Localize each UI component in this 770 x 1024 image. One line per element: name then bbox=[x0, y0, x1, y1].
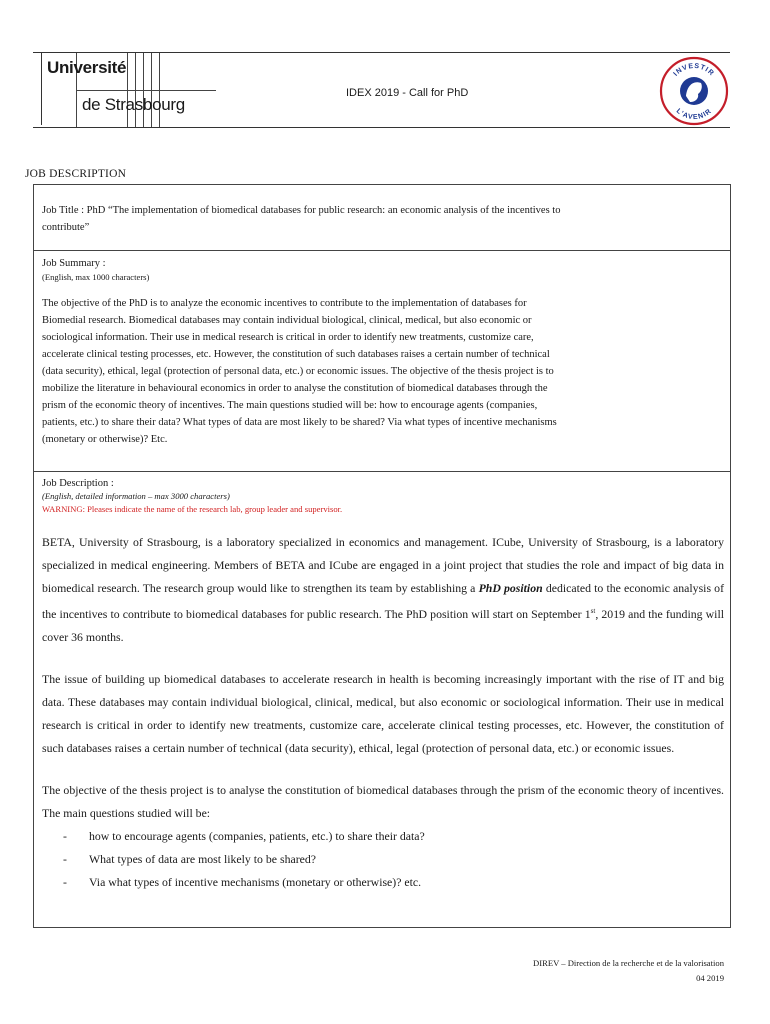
list-item-text: how to encourage agents (companies, patients, etc.) to share their data? bbox=[89, 828, 425, 843]
summary-text bbox=[42, 295, 722, 448]
job-title bbox=[42, 202, 722, 236]
summary-label: Job Summary : bbox=[42, 258, 106, 269]
phd-position-emphasis: PhD position bbox=[478, 581, 543, 595]
list-item-text: What types of data are most likely to be shared? bbox=[89, 851, 317, 866]
university-logo bbox=[41, 53, 216, 127]
intro-text-c: , 2019 and the funding will cover 36 months. bbox=[42, 606, 724, 644]
paragraph-issue: The issue of building up biomedical databases to accelerate research in health is becoming increasingly important with the rise of IT and big data. These databases may contain individual biological, clinical, medical, but also economic or sociological information. Their use in medical research is critical in order to identify new treatments, customize care, accelerate clinical testing processes, etc. However, the constitution of such databases raises a certain number of technical (data security), ethical, legal (protection of personal data, etc.) or economic issues. bbox=[42, 671, 724, 755]
summary-line: The objective of the PhD is to analyze the economic incentives to contribute to the implementation of databases for bbox=[42, 298, 527, 309]
job-description-table bbox=[33, 184, 731, 928]
summary-line: patients, etc.) to share their data? What types of data are most likely to be shared? Via what types of incentive mechanisms bbox=[42, 417, 557, 428]
document-footer bbox=[533, 956, 724, 986]
questions-list bbox=[42, 825, 724, 894]
description-warning: WARNING: Pleases indicate the name of the research lab, group leader and supervisor. bbox=[42, 504, 343, 514]
emblem-bottom-text: L'AVENIR bbox=[674, 107, 714, 122]
footer-date: 04 2019 bbox=[696, 973, 724, 983]
list-item: - What types of data are most likely to be shared? bbox=[63, 851, 317, 866]
list-item-text: Via what types of incentive mechanisms (monetary or otherwise)? etc. bbox=[89, 874, 422, 889]
logo-line2: de Strasbourg bbox=[82, 95, 185, 114]
summary-note: (English, max 1000 characters) bbox=[42, 272, 150, 282]
job-title-line2: contribute” bbox=[42, 222, 90, 233]
description-divider bbox=[34, 471, 730, 472]
summary-line: Biomedial research. Biomedical databases may contain individual biological, clinical, medical, but also economic or bbox=[42, 315, 532, 326]
job-summary bbox=[42, 255, 722, 448]
list-item: - how to encourage agents (companies, patients, etc.) to share their data? bbox=[63, 828, 425, 843]
paragraph-intro bbox=[42, 531, 724, 649]
summary-line: prism of the economic theory of incentives. The main questions studied will be: how to encourage agents (companies, bbox=[42, 400, 538, 411]
summary-line: accelerate clinical testing processes, etc. However, the constitution of such databases raises a certain number of technical bbox=[42, 349, 550, 360]
summary-line: (monetary or otherwise)? Etc. bbox=[42, 434, 168, 445]
svg-text:INVESTIR bbox=[673, 63, 716, 78]
section-title: JOB DESCRIPTION bbox=[25, 168, 127, 180]
header-title: IDEX 2019 - Call for PhD bbox=[346, 87, 469, 99]
summary-line: mobilize the literature in behavioural economics in order to analyse the constitution of biomedical databases through the bbox=[42, 383, 548, 394]
job-description bbox=[42, 475, 724, 894]
intro-text-b: dedicated to the economic analysis of the incentives to contribute to biomedical databases for public research. The PhD position will start on September 1 bbox=[42, 581, 725, 621]
emblem-top-text: INVESTIR bbox=[672, 62, 716, 78]
date-superscript: st bbox=[590, 607, 596, 615]
list-item: - Via what types of incentive mechanisms (monetary or otherwise)? etc. bbox=[63, 874, 422, 889]
investir-avenir-emblem bbox=[659, 56, 729, 126]
logo-line1: Université bbox=[47, 58, 127, 77]
intro-text-a: BETA, University of Strasbourg, is a laboratory specialized in economics and management. ICube, University of Strasbourg, is a laboratory specialized in medical engineering. Members of BETA and ICube are engaged in a joint project that studies the role and impact of big data in biomedical research. The research group would like to strengthen its team by establishing a bbox=[42, 535, 724, 595]
paragraph-objective: The objective of the thesis project is to analyse the constitution of biomedical databases through the prism of the economic theory of incentives. The main questions studied will be: bbox=[42, 782, 724, 820]
svg-text:L'AVENIR bbox=[675, 108, 714, 121]
job-title-line1: Job Title : PhD “The implementation of biomedical databases for public research: an economic analysis of the incentives to bbox=[42, 205, 561, 216]
document-header bbox=[33, 52, 730, 128]
description-body bbox=[42, 531, 724, 894]
footer-line1: DIREV – Direction de la recherche et de la valorisation bbox=[533, 958, 724, 968]
description-note: (English, detailed information – max 3000 characters) bbox=[42, 491, 230, 501]
summary-line: sociological information. Their use in medical research is critical in order to identify new treatments, customize care, bbox=[42, 332, 534, 343]
summary-divider bbox=[34, 250, 730, 251]
description-label: Job Description : bbox=[42, 478, 114, 489]
summary-line: (data security), ethical, legal (protection of personal data, etc.) or economic issues. The objective of the thesis project is to bbox=[42, 366, 554, 377]
